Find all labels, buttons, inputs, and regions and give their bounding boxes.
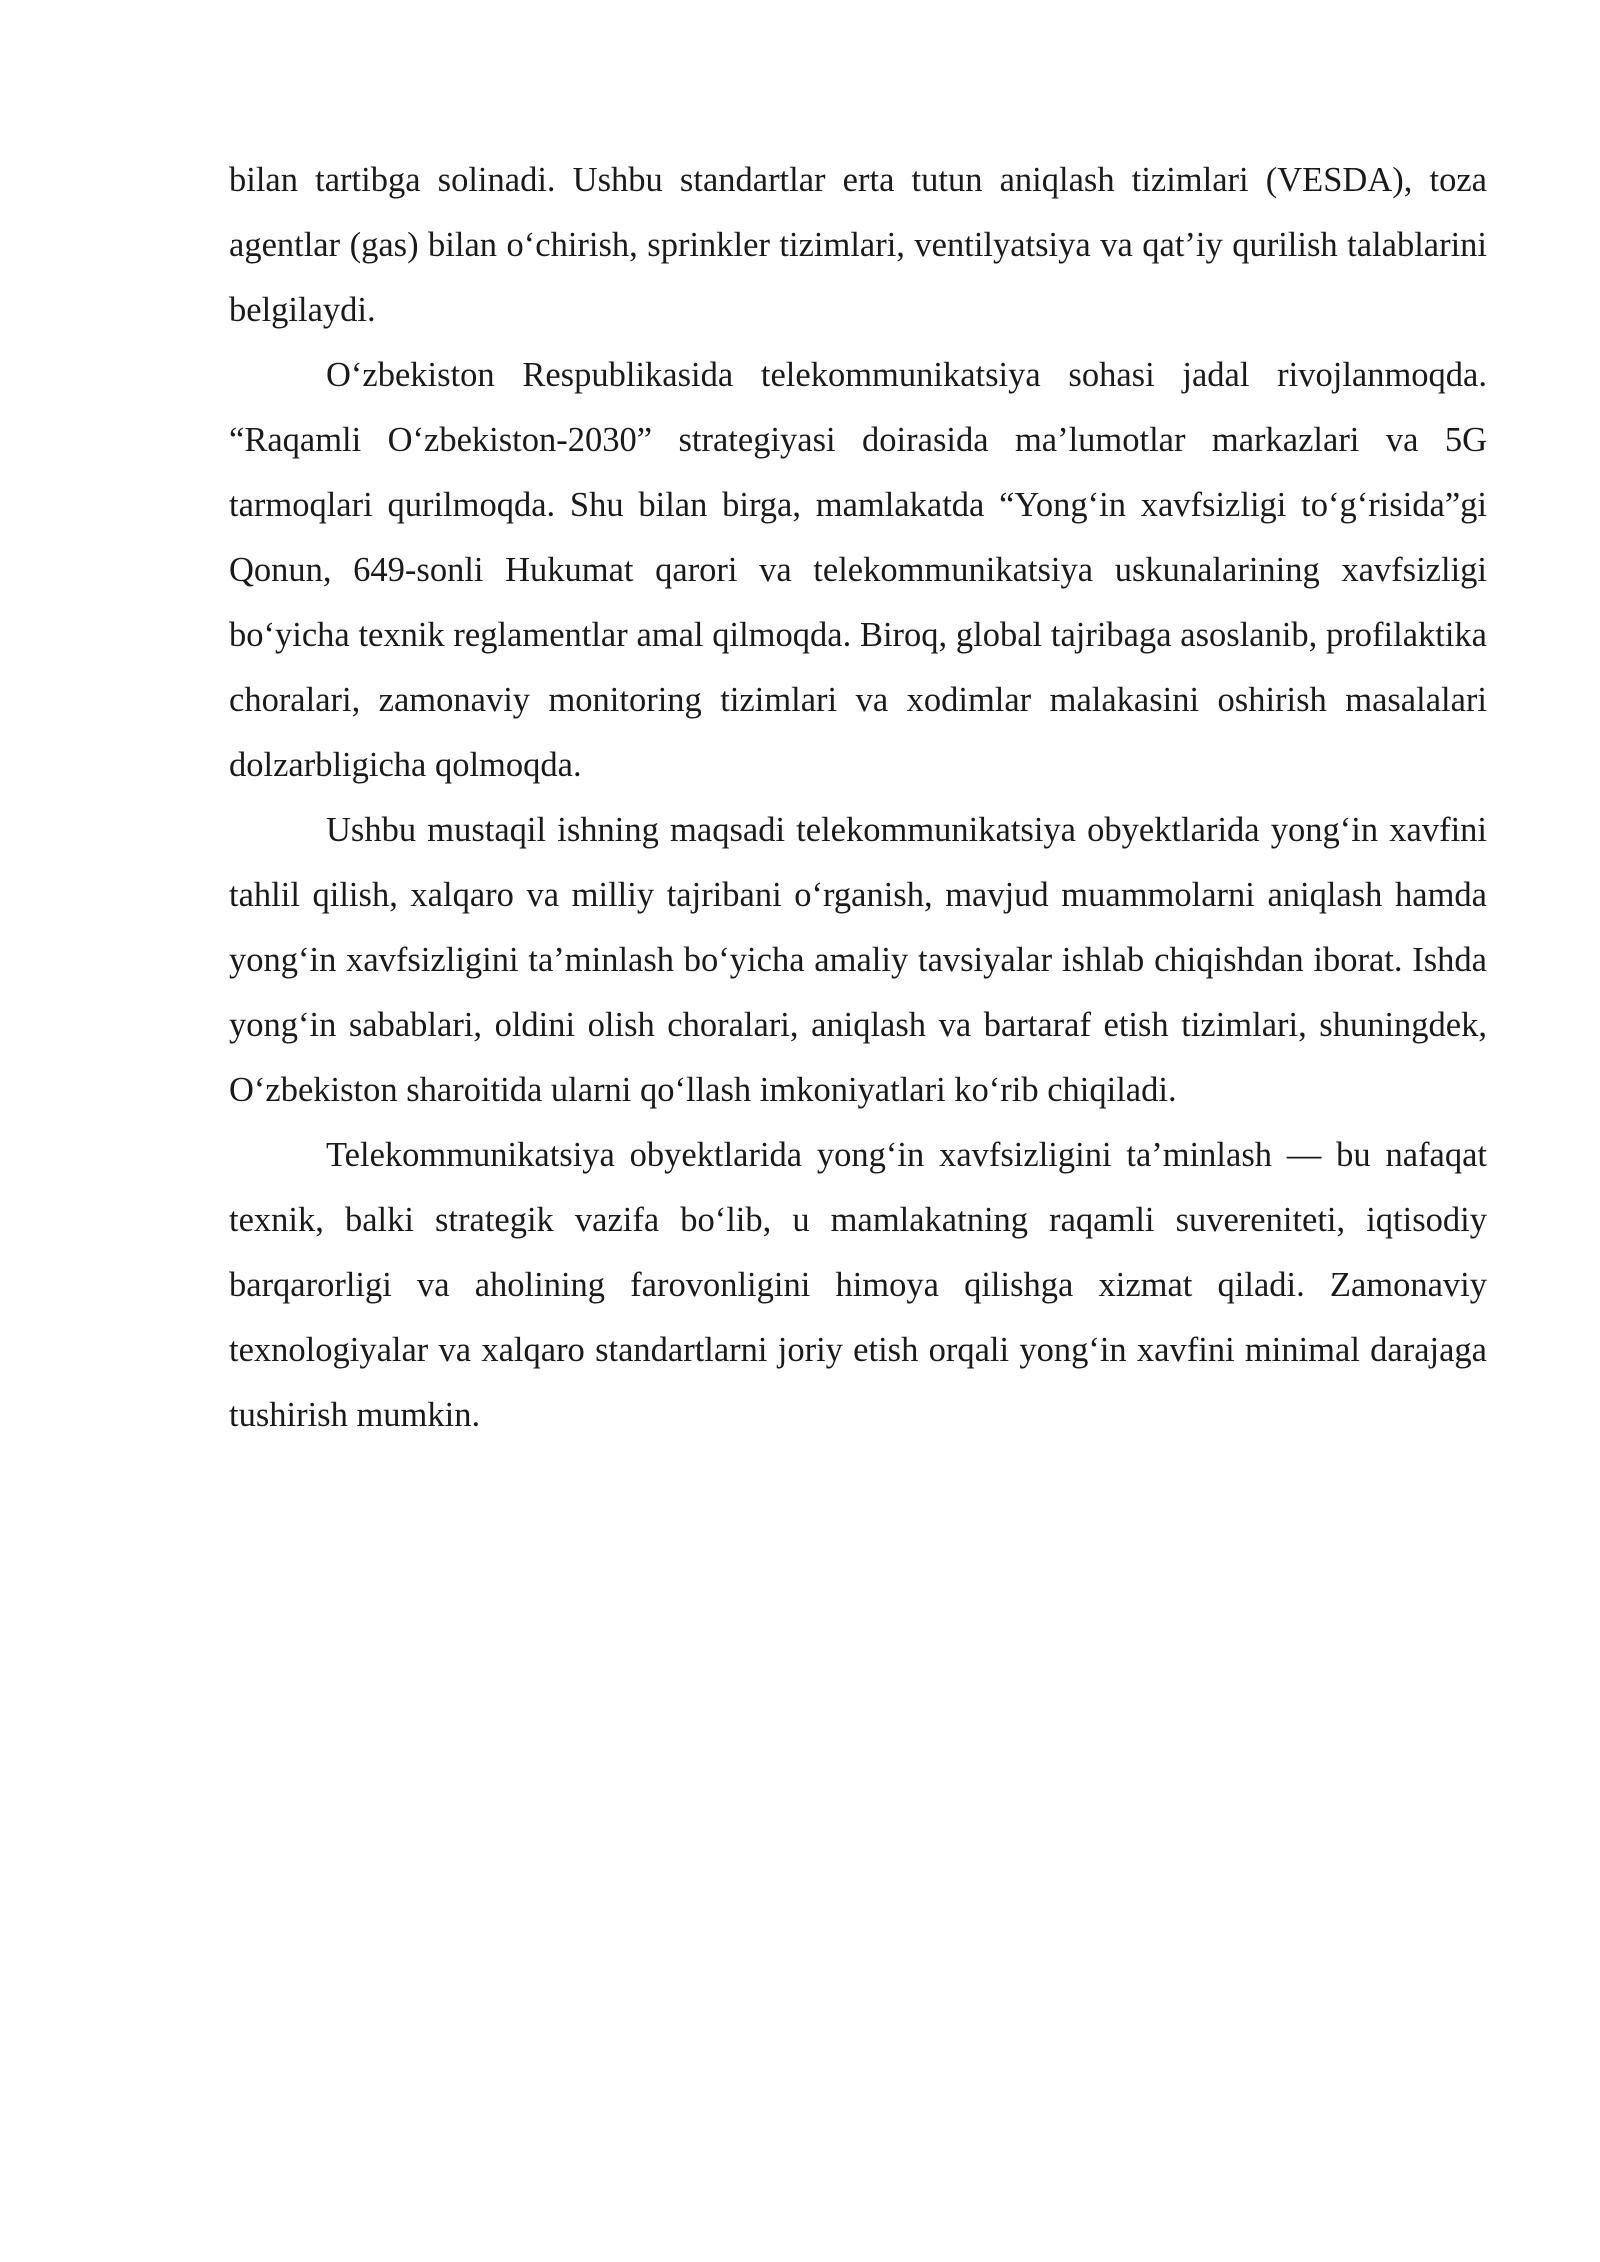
- paragraph-conclusion: Telekommunikatsiya obyektlarida yong‘in xavfsizligini ta’minlash — bu nafaqat texnik, balki strategik vazifa bo‘lib, u mamlakatning raqamli suvereniteti, iqtisodiy barqarorligi va aholining farovonligini himoya qilishga xizmat qiladi. Zamonaviy texnologiyalar va xalqaro standartlarni joriy etish orqali yong‘in xavfini minimal darajaga tushirish mumkin.: [229, 1136, 1487, 1434]
- paragraph-continuation: bilan tartibga solinadi. Ushbu standartlar erta tutun aniqlash tizimlari (VESDA), toza agentlar (gas) bilan o‘chirish, sprinkler tizimlari, ventilyatsiya va qat’iy qurilish talablarini belgilaydi.: [229, 161, 1487, 329]
- paragraph-telecom-development: O‘zbekiston Respublikasida telekommunikatsiya sohasi jadal rivojlanmoqda. “Raqamli O‘zbekiston-2030” strategiyasi doirasida ma’lumotlar markazlari va 5G tarmoqlari qurilmoqda. Shu bilan birga, mamlakatda “Yong‘in xavfsizligi to‘g‘risida”gi Qonun, 649-sonli Hukumat qarori va telekommunikatsiya uskunalarining xavfsizligi bo‘yicha texnik reglamentlar amal qilmoqda. Biroq, global tajribaga asoslanib, profilaktika choralari, zamonaviy monitoring tizimlari va xodimlar malakasini oshirish masalalari dolzarbligicha qolmoqda.: [229, 356, 1487, 784]
- paragraph-work-purpose: Ushbu mustaqil ishning maqsadi telekommunikatsiya obyektlarida yong‘in xavfini tahlil qilish, xalqaro va milliy tajribani o‘rganish, mavjud muammolarni aniqlash hamda yong‘in xavfsizligini ta’minlash bo‘yicha amaliy tavsiyalar ishlab chiqishdan iborat. Ishda yong‘in sabablari, oldini olish choralari, aniqlash va bartaraf etish tizimlari, shuningdek, O‘zbekiston sharoitida ularni qo‘llash imkoniyatlari ko‘rib chiqiladi.: [229, 811, 1487, 1109]
- body-text: [229, 148, 1487, 1448]
